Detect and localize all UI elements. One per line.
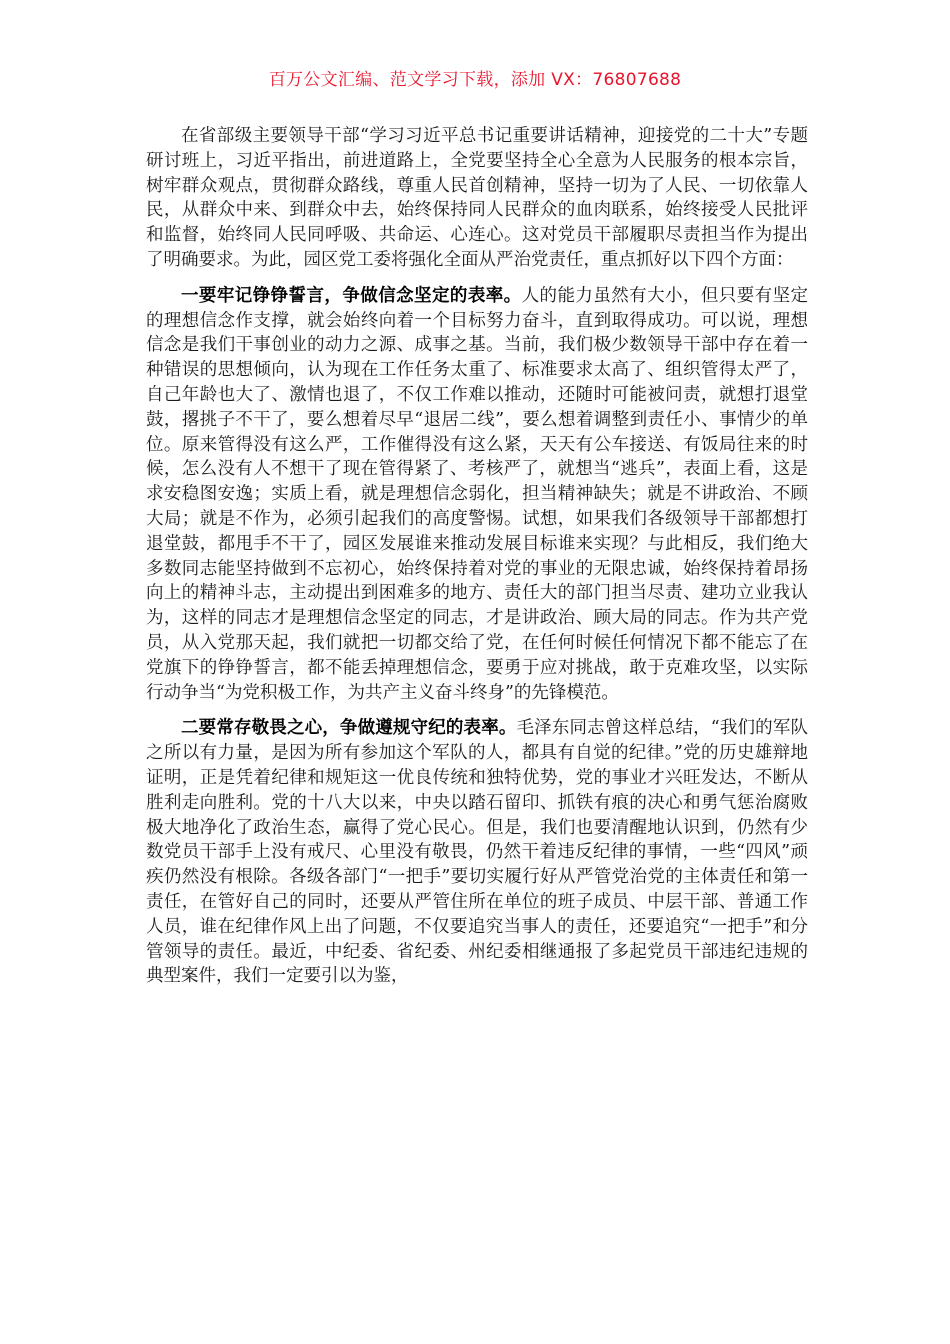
watermark-header: 百万公文汇编、范文学习下载，添加 VX：76807688 (268, 70, 682, 90)
paragraph-intro (146, 124, 808, 273)
paragraph-heading: 二要常存敬畏之心，争做遵规守纪的表率。 (181, 718, 517, 739)
paragraph-text: 在省部级主要领导干部“学习习近平总书记重要讲话精神，迎接党的二十大”专题研讨班上，习近平指出，前进道路上，全党要坚持全心全意为人民服务的根本宗旨，树牢群众观点，贯彻群众路线，尊重人民首创精神，坚持一切为了人民、一切依靠人民，从群众中来、到群众中去，始终保持同人民群众的血肉联系，始终接受人民批评和监督，始终同人民同呼吸、共命运、心连心。这对党员干部履职尽责担当作为提出了明确要求。为此，园区党工委将强化全面从严治党责任，重点抓好以下四个方面： (146, 126, 808, 270)
paragraph-heading: 一要牢记铮铮誓言，争做信念坚定的表率。 (181, 285, 522, 306)
paragraph-text: 毛泽东同志曾这样总结，“我们的军队之所以有力量，是因为所有参加这个军队的人，都具有自觉的纪律。”党的历史雄辩地证明，正是凭着纪律和规矩这一优良传统和独特优势，党的事业才兴旺发达，不断从胜利走向胜利。党的十八大以来，中央以踏石留印、抓铁有痕的决心和勇气惩治腐败极大地净化了政治生态，赢得了党心民心。但是，我们也要清醒地认识到，仍然有少数党员干部手上没有戒尺、心里没有敬畏，仍然干着违反纪律的事情，一些“四风”顽疾仍然没有根除。各级各部门“一把手”要切实履行好从严管党治党的主体责任和第一责任，在管好自己的同时，还要从严管住所在单位的班子成员、中层干部、普通工作人员，谁在纪律作风上出了问题，不仅要追究当事人的责任，还要追究“一把手”和分管领导的责任。最近，中纪委、省纪委、州纪委相继通报了多起党员干部违纪违规的典型案件，我们一定要引以为鉴， (146, 718, 808, 987)
document-body (146, 124, 808, 997)
paragraph-text: 人的能力虽然有大小，但只要有坚定的理想信念作支撑，就会始终向着一个目标努力奋斗，直到取得成功。可以说，理想信念是我们干事创业的动力之源、成事之基。当前，我们极少数领导干部中存在着一种错误的思想倾向，认为现在工作任务太重了、标准要求太高了、组织管得太严了，自己年龄也大了、激情也退了，不仅工作难以推动，还随时可能被问责，就想打退堂鼓，撂挑子不干了，要么想着尽早“退居二线”，要么想着调整到责任小、事情少的单位。原来管得没有这么严，工作催得没有这么紧，天天有公车接送、有饭局往来的时候，怎么没有人不想干了现在管得紧了、考核严了，就想当“逃兵”，表面上看，这是求安稳图安逸；实质上看，就是理想信念弱化，担当精神缺失；就是不讲政治、不顾大局；就是不作为，必须引起我们的高度警惕。试想，如果我们各级领导干部都想打退堂鼓，都甩手不干了，园区发展谁来推动发展目标谁来实现？与此相反，我们绝大多数同志能坚持做到不忘初心，始终保持着对党的事业的无限忠诚，始终保持着昂扬向上的精神斗志，主动提出到困难多的地方、责任大的部门担当尽责、建功立业我认为，这样的同志才是理想信念坚定的同志，才是讲政治、顾大局的同志。作为共产党员，从入党那天起，我们就把一切都交给了党，在任何时候任何情况下都不能忘了在党旗下的铮铮誓言，都不能丢掉理想信念，要勇于应对挑战，敢于克难攻坚，以实际行动争当“为党积极工作，为共产主义奋斗终身”的先锋模范。 (146, 285, 809, 703)
paragraph-point-one (146, 284, 808, 706)
paragraph-point-two (146, 716, 808, 989)
